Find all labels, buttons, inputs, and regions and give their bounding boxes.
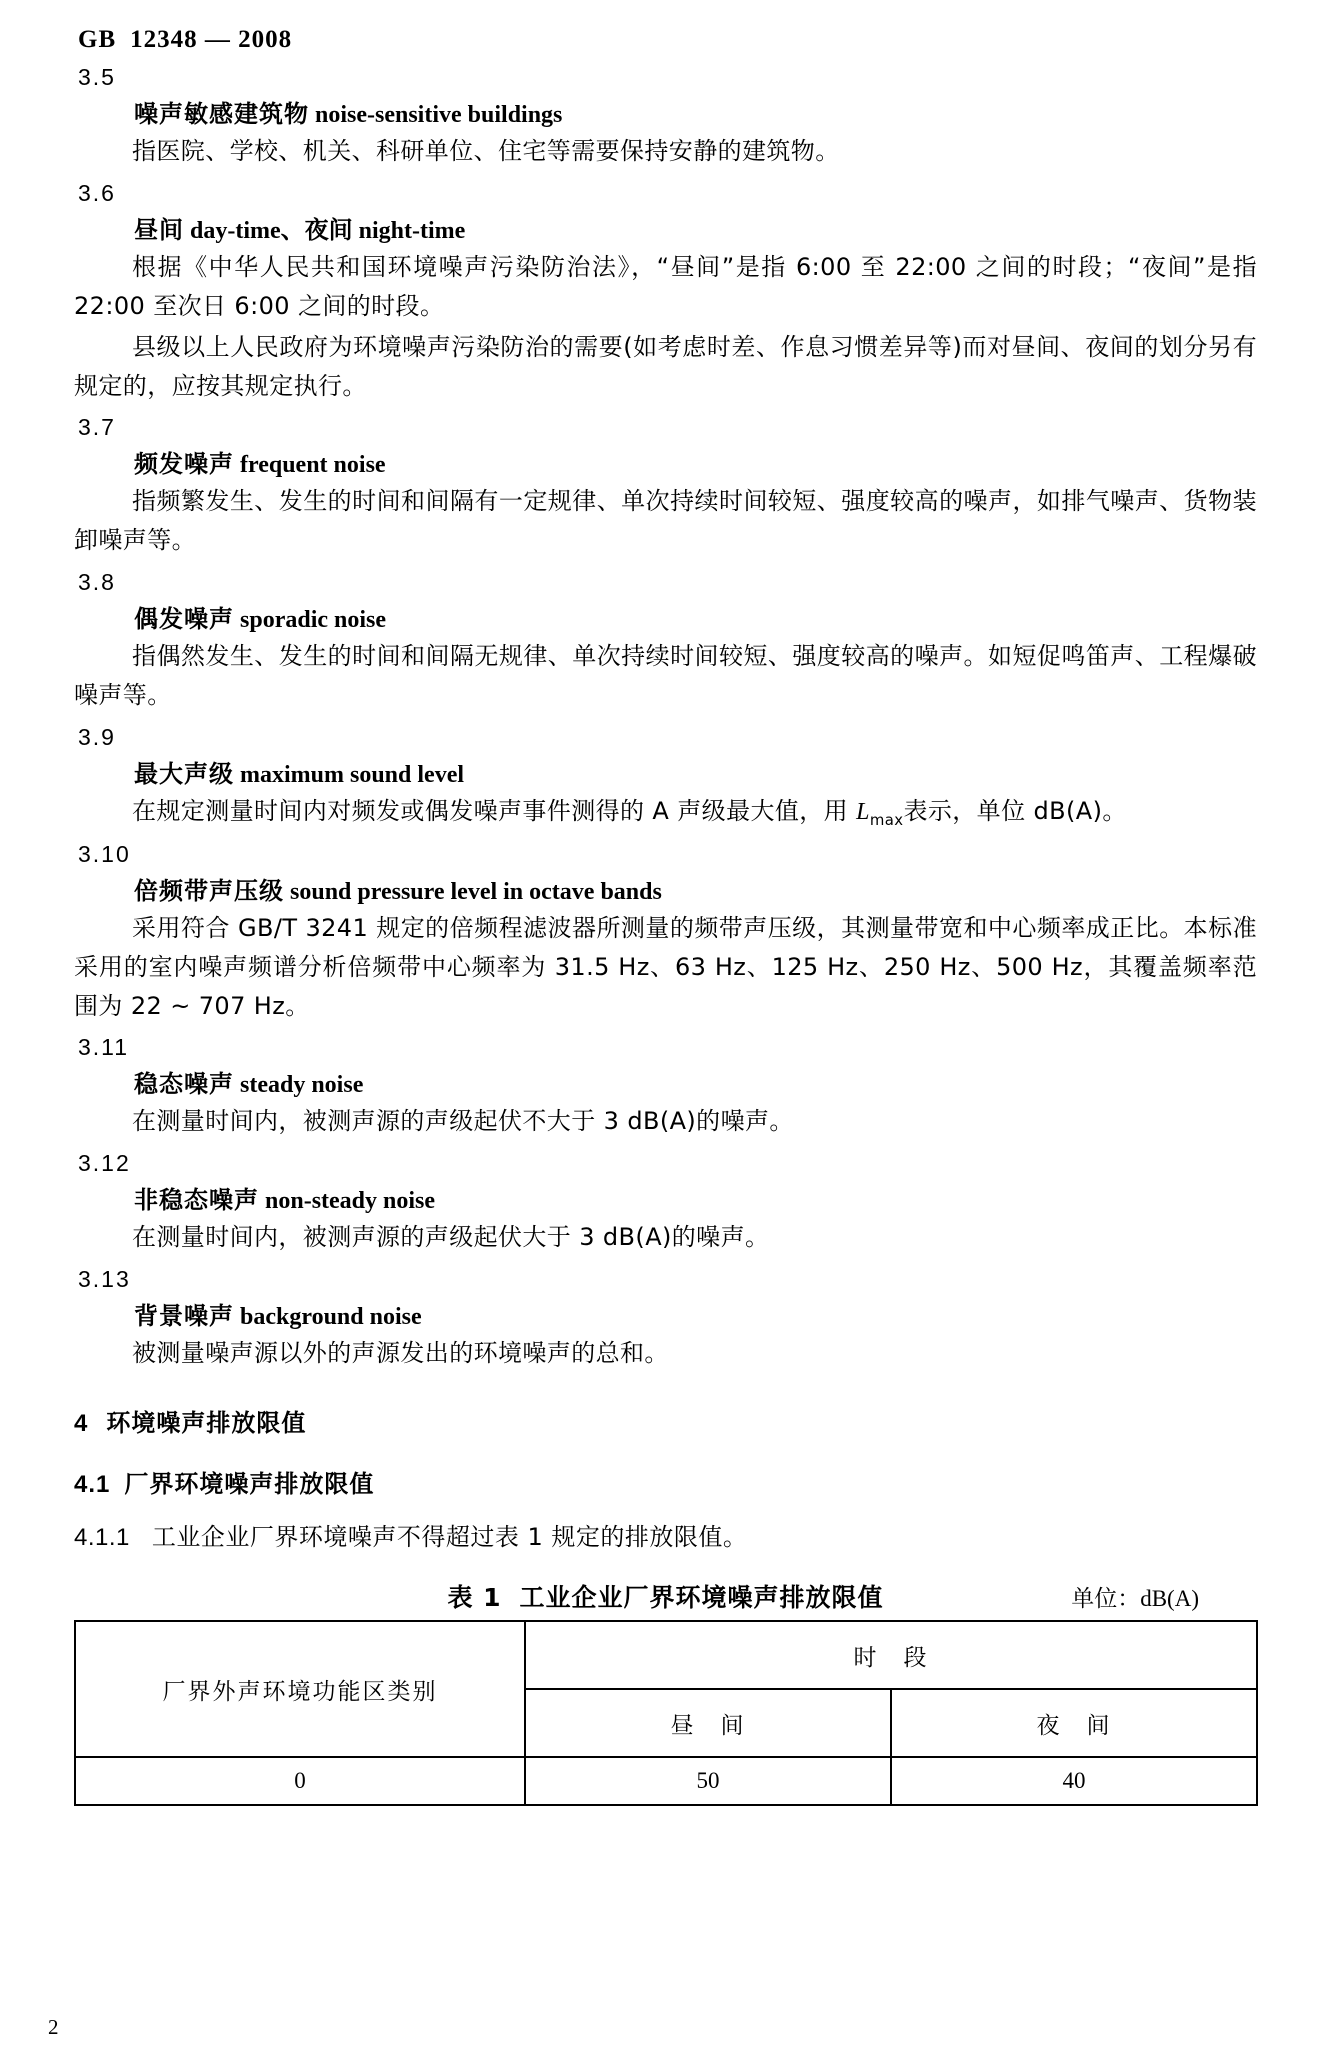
- table-row: [75, 1757, 1257, 1805]
- term-3-9: [134, 754, 1257, 789]
- table-header-period: 时 段: [525, 1621, 1257, 1689]
- table-label: 表 1: [447, 1583, 502, 1613]
- paragraph-3-11-1: 在测量时间内，被测声源的声级起伏不大于 3 dB(A)的噪声。: [132, 1107, 794, 1136]
- section-title-4-1: 厂界环境噪声排放限值: [124, 1470, 375, 1499]
- term-en-3-6: day-time、夜间 night-time: [190, 217, 466, 244]
- clause-number-3-11: 3.11: [78, 1034, 130, 1061]
- table-unit: [1071, 1580, 1199, 1613]
- term-3-11: [134, 1064, 1257, 1099]
- term-3-13: [134, 1296, 1257, 1331]
- term-zh-3-6: 昼间: [134, 215, 184, 244]
- paragraph-3-7-1: 指频繁发生、发生的时间和间隔有一定规律、单次持续时间较短、强度较高的噪声，如排气噪声、货物装卸噪声等。: [74, 487, 1257, 555]
- paragraph-3-10-1: 采用符合 GB/T 3241 规定的倍频程滤波器所测量的频带声压级，其测量带宽和中心频率成正比。本标准采用的室内噪声频谱分析倍频带中心频率为 31.5 Hz、63 Hz、125 Hz、250 Hz、500 Hz，其覆盖频率范围为 22 ~ 707 Hz。: [74, 913, 1257, 1020]
- term-3-10: [134, 871, 1257, 906]
- standard-code: GB: [78, 26, 117, 53]
- table-header-night: 夜 间: [891, 1689, 1257, 1757]
- clause-number-3-12: 3.12: [78, 1150, 131, 1177]
- term-zh-3-11: 稳态噪声: [134, 1070, 234, 1099]
- table-cell-daytime-0: 50: [525, 1757, 891, 1805]
- emission-limits-table: [74, 1620, 1258, 1806]
- term-en-3-11: steady noise: [240, 1072, 364, 1099]
- term-zh-3-8: 偶发噪声: [134, 605, 234, 634]
- term-en-3-8: sporadic noise: [240, 607, 387, 634]
- clause-number-3-9: 3.9: [78, 723, 116, 750]
- table-title: 工业企业厂界环境噪声排放限值: [519, 1583, 884, 1613]
- term-en-3-10: sound pressure level in octave bands: [290, 878, 662, 905]
- page-header: [74, 26, 1257, 54]
- clause-number-3-8: 3.8: [78, 569, 116, 596]
- paragraph-3-9-1: 在规定测量时间内对频发或偶发噪声事件测得的 A 声级最大值，用 $L_{max}$表示，单位 dB(A)。: [132, 796, 1127, 829]
- table-header-daytime: 昼 间: [525, 1689, 891, 1757]
- paragraph-3-6-1: 根据《中华人民共和国环境噪声污染防治法》，“昼间”是指 6:00 至 22:00 之间的时段；“夜间”是指 22:00 至次日 6:00 之间的时段。: [74, 252, 1257, 320]
- section-title-4: 环境噪声排放限值: [106, 1409, 307, 1438]
- section-item-4-1-1: [74, 1517, 1257, 1552]
- term-zh-3-7: 频发噪声: [134, 450, 234, 479]
- section-number-4-1-1: 4.1.1: [74, 1524, 130, 1552]
- paragraph-3-8-1: 指偶然发生、发生的时间和间隔无规律、单次持续时间较短、强度较高的噪声。如短促鸣笛声、工程爆破噪声等。: [74, 642, 1257, 709]
- paragraph-3-5-1: 指医院、学校、机关、科研单位、住宅等需要保持安静的建筑物。: [132, 137, 840, 165]
- table-cell-night-0: 40: [891, 1757, 1257, 1805]
- term-zh-3-10: 倍频带声压级: [134, 876, 284, 905]
- section-number-4: 4: [74, 1410, 89, 1438]
- paragraph-3-6-2: 县级以上人民政府为环境噪声污染防治的需要(如考虑时差、作息习惯差异等)而对昼间、夜间的划分另有规定的，应按其规定执行。: [74, 332, 1257, 400]
- section-number-4-1: 4.1: [74, 1471, 111, 1499]
- table-header-row-1: [75, 1621, 1257, 1689]
- term-en-3-5: noise-sensitive buildings: [315, 102, 563, 128]
- table-unit-label: 单位：: [1071, 1586, 1141, 1613]
- table-header-category: 厂界外声环境功能区类别: [75, 1621, 525, 1757]
- term-3-5: [134, 94, 1257, 129]
- term-zh-3-5: 噪声敏感建筑物: [134, 100, 309, 128]
- term-en-3-12: non-steady noise: [265, 1188, 436, 1215]
- clause-number-3-6: 3.6: [78, 179, 116, 206]
- table-caption: [74, 1578, 1257, 1612]
- clause-number-3-13: 3.13: [78, 1266, 131, 1293]
- section-text-4-1-1: 工业企业厂界环境噪声不得超过表 1 规定的排放限值。: [151, 1523, 748, 1552]
- term-3-7: [134, 444, 1257, 479]
- clause-number-3-10: 3.10: [78, 840, 131, 867]
- page-number: 2: [48, 2015, 59, 2039]
- clause-number-3-5: 3.5: [78, 64, 116, 90]
- term-en-3-7: frequent noise: [240, 452, 386, 479]
- table-cell-category-0: 0: [75, 1757, 525, 1805]
- term-zh-3-12: 非稳态噪声: [134, 1186, 259, 1215]
- term-3-6: [134, 210, 1257, 245]
- term-zh-3-13: 背景噪声: [134, 1302, 234, 1331]
- term-en-3-13: background noise: [240, 1304, 422, 1331]
- term-3-12: [134, 1180, 1257, 1215]
- paragraph-3-12-1: 在测量时间内，被测声源的声级起伏大于 3 dB(A)的噪声。: [132, 1223, 770, 1252]
- section-heading-4: [74, 1403, 1257, 1438]
- table-unit-value: dB(A): [1140, 1586, 1199, 1612]
- section-heading-4-1: [74, 1464, 1257, 1499]
- paragraph-3-13-1: 被测量噪声源以外的声源发出的环境噪声的总和。: [132, 1339, 669, 1368]
- term-3-8: [134, 599, 1257, 634]
- clause-number-3-7: 3.7: [78, 414, 116, 441]
- term-zh-3-9: 最大声级: [134, 759, 234, 788]
- standard-number: 12348 — 2008: [130, 26, 293, 53]
- term-en-3-9: maximum sound level: [240, 761, 465, 788]
